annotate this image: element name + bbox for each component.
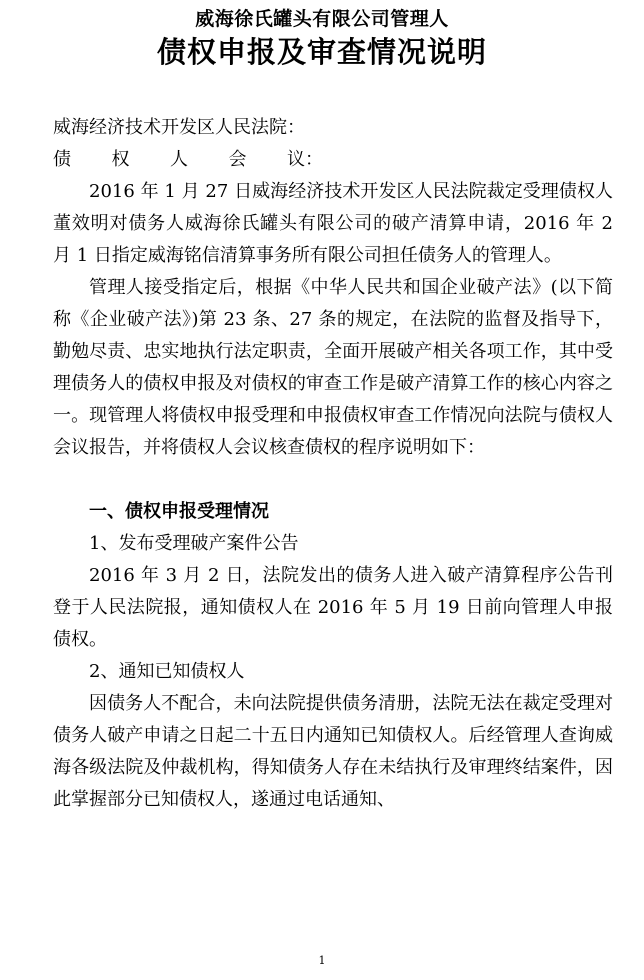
addressee-char: 人 (170, 149, 188, 170)
section-heading-claims: 一、债权申报受理情况 (89, 501, 269, 522)
paragraph-court-ruling: 2016 年 1 月 27 日威海经济技术开发区人民法院裁定受理债权人董效明对债务人威海徐氏罐头有限公司的破产清算申请，2016 年 2 月 1 日指定威海铭信清算事务所有限公司担任债务人的管理人。 (53, 181, 613, 266)
subsection-heading-announcement: 1、发布受理破产案件公告 (89, 533, 299, 554)
document-header (0, 6, 644, 72)
addressee-char: 会 (228, 149, 247, 170)
document-title: 债权申报及审查情况说明 (156, 35, 487, 69)
paragraph-administrator-duties: 管理人接受指定后，根据《中华人民共和国企业破产法》(以下简称《企业破产法》)第 23 条、27 条的规定，在法院的监督及指导下，勤勉尽责、忠实地执行法定职责，全面开展破产相关各项工作，其中受理债务人的债权申报及对债权的审查工作是破产清算工作的核心内容之一。现管理人将债权申报受理和申报债权审查工作情况向法院与债权人会议报告，并将债权人会议核查债权的程序说明如下： (53, 277, 613, 458)
addressee-char: 权 (111, 149, 130, 170)
document-body (53, 112, 613, 816)
addressee-char: 议： (287, 149, 323, 170)
page-number: 1 (318, 954, 326, 967)
paragraph-notify-creditors: 因债务人不配合，未向法院提供债务清册，法院无法在裁定受理对债务人破产申请之日起二十五日内通知已知债权人。后经管理人查询威海各级法院及仲裁机构，得知债务人存在未结执行及审理终结案件，因此掌握部分已知债权人，遂通过电话通知、 (53, 693, 613, 810)
paragraph-announcement: 2016 年 3 月 2 日，法院发出的债务人进入破产清算程序公告刊登于人民法院报，通知债权人在 2016 年 5 月 19 日前向管理人申报债权。 (53, 565, 613, 650)
organization-title: 威海徐氏罐头有限公司管理人 (195, 8, 449, 30)
addressee-char: 债 (53, 149, 71, 170)
subsection-heading-notify-creditors: 2、通知已知债权人 (89, 661, 245, 682)
addressee-creditors-meeting (53, 144, 323, 176)
paragraph-spacer (53, 464, 613, 496)
addressee-court: 威海经济技术开发区人民法院： (53, 117, 305, 138)
